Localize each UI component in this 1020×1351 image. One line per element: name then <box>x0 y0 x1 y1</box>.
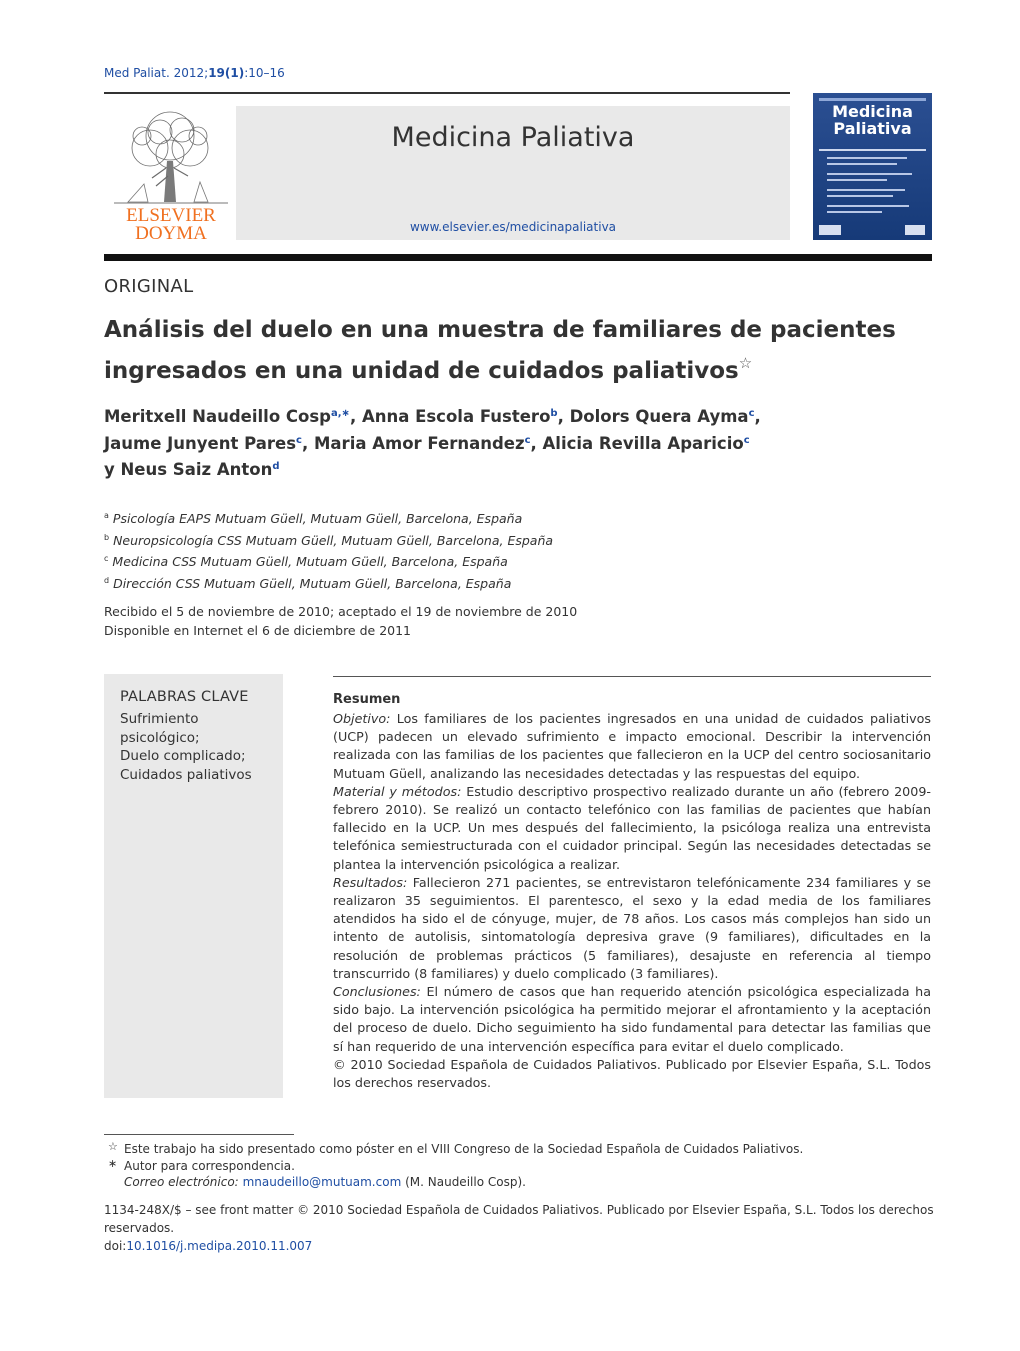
footnotes <box>108 1141 928 1191</box>
doi-label: doi: <box>104 1239 127 1253</box>
author-name: Maria Amor Fernandez <box>314 433 525 453</box>
author-separator: , <box>349 407 362 426</box>
doi-link[interactable]: 10.1016/j.medipa.2010.11.007 <box>126 1239 313 1253</box>
author-name: y Neus Saiz Anton <box>104 460 273 479</box>
tree-icon <box>104 106 238 240</box>
email-label: Correo electrónico: <box>124 1175 239 1189</box>
author-line-3 <box>104 455 904 482</box>
citation-journal: Med Paliat. <box>104 66 170 80</box>
author-name: Anna Escola Fustero <box>361 407 551 426</box>
abstract-section-label: Material y métodos: <box>333 783 462 799</box>
author-affiliation-link[interactable]: d <box>272 461 280 472</box>
footnote-text: Este trabajo ha sido presentado como póster en el VIII Congreso de la Sociedad Española de Cuidados Paliativos. <box>124 1142 804 1156</box>
author-name: Jaume Junyent Pares <box>104 433 297 453</box>
affiliation-item <box>104 550 904 572</box>
abstract-methods <box>333 783 931 874</box>
online-date: Disponible en Internet el 6 de diciembre de 2011 <box>104 623 412 638</box>
author-name: Dolors Quera Ayma <box>569 407 749 426</box>
abstract-results <box>333 874 931 983</box>
cover-title <box>813 103 932 137</box>
logo-text-doyma: DOYMA <box>135 223 207 240</box>
abstract-rule <box>333 676 931 677</box>
abstract-objective <box>333 710 931 783</box>
abstract-section-label: Conclusiones: <box>333 984 421 1000</box>
abstract-conclusions <box>333 983 931 1056</box>
article-title-text: Análisis del duelo en una muestra de familiares de pacientes ingresados en una unidad de cuidados paliativos <box>104 317 896 384</box>
affiliation-mark: b <box>104 532 110 542</box>
affiliation-list <box>104 507 904 593</box>
article-title <box>104 314 904 388</box>
author-affiliation-link[interactable]: c <box>748 408 755 419</box>
email-owner: (M. Naudeillo Cosp). <box>405 1175 526 1189</box>
affiliation-text: Neuropsicología CSS Mutuam Güell, Mutuam Güell, Barcelona, España <box>113 532 554 548</box>
author-affiliation-link[interactable]: a,∗ <box>331 408 350 419</box>
keywords-heading: PALABRAS CLAVE <box>120 689 249 705</box>
issn-line: 1134-248X/$ – see front matter © 2010 Sociedad Española de Cuidados Paliativos. Publicado por Elsevier España, S.L. Todos los derechos reservados. <box>104 1203 934 1235</box>
affiliation-item <box>104 507 904 529</box>
elsevier-logo <box>104 106 238 240</box>
article-footer <box>104 1201 944 1255</box>
citation-line[interactable] <box>104 66 285 80</box>
abstract-body <box>333 710 931 1092</box>
footnote-presentation <box>108 1141 928 1158</box>
author-separator: , <box>301 433 314 453</box>
email-link[interactable]: mnaudeillo@mutuam.com <box>242 1175 402 1189</box>
abstract-heading: Resumen <box>333 692 401 707</box>
footnote-text: Autor para correspondencia. <box>124 1158 295 1173</box>
affiliation-item <box>104 572 904 594</box>
author-separator: , <box>557 407 570 426</box>
citation-volume: 19 <box>208 66 225 80</box>
footnote-star-icon: ☆ <box>108 1140 118 1153</box>
author-name: Meritxell Naudeillo Cosp <box>104 407 331 426</box>
author-list <box>104 402 904 482</box>
author-affiliation-link[interactable]: b <box>550 408 558 419</box>
abstract-section-label: Objetivo: <box>333 711 391 726</box>
cover-title-line2: Paliativa <box>833 119 912 138</box>
affiliation-mark: a <box>104 511 109 520</box>
footnote-asterisk-icon: ∗ <box>108 1156 118 1170</box>
abstract-section-text: El número de casos que han requerido atención psicológica especializada ha sido bajo. La intervención psicológica ha permitido mejorar el afrontamiento y la aceptación del proceso de duelo. Dicho seguimiento ha sido fundamental para detectar las familias que sí han requerido de una intervención específica para evitar el duelo complicado. <box>333 984 931 1054</box>
cover-title-line1: Medicina <box>832 102 913 121</box>
journal-url-link[interactable]: www.elsevier.es/medicinapaliativa <box>409 220 617 234</box>
author-affiliation-link[interactable]: c <box>743 434 750 446</box>
title-footnote-star-icon[interactable]: ☆ <box>738 354 753 372</box>
logo-text-elsevier: ELSEVIER <box>126 205 216 226</box>
citation-pages: :10–16 <box>244 66 285 80</box>
affiliation-mark: d <box>104 575 110 585</box>
author-line-1 <box>104 402 904 429</box>
footnote-rule <box>104 1134 294 1135</box>
affiliation-text: Dirección CSS Mutuam Güell, Mutuam Güell, Barcelona, España <box>113 575 512 591</box>
keyword-item: Duelo complicado; <box>120 748 246 764</box>
citation-issue: (1) <box>224 66 245 80</box>
author-separator: , <box>754 407 761 426</box>
masthead-rule <box>104 254 932 261</box>
footnote-email <box>108 1174 928 1191</box>
keywords-list <box>120 710 280 784</box>
author-affiliation-link[interactable]: c <box>524 434 531 446</box>
abstract-section-text: Fallecieron 271 pacientes, se entrevistaron telefónicamente 234 familiares y se realizaron 35 seguimientos. El parentesco, el sexo y la edad media de los familiares atendidos ha sido el de cónyuge, mujer, de 78 años. Los casos más complejos han sido un intento de autolisis, sintomatología depresiva grave (9 familiares), dificultades en la resolución de problemas prácticos (5 familiares), desajuste en referencia al tiempo transcurrido (8 familiares) y duelo complicado (3 familiares). <box>333 874 931 981</box>
author-separator: , <box>530 433 543 453</box>
author-name: Alicia Revilla Aparicio <box>542 433 744 453</box>
article-dates <box>104 602 577 640</box>
citation-year: 2012; <box>173 66 209 80</box>
author-line-2 <box>104 429 904 456</box>
author-affiliation-link[interactable]: c <box>296 434 302 446</box>
abstract-section-text: Estudio descriptivo prospectivo realizado durante un año (febrero 2009-febrero 2010). Se realizó un contacto telefónico con las familias de pacientes que habían fallecido en la UCP. Un mes después del fallecimiento, la psicóloga realiza una entrevista telefónica semiestructurada con el cuidador principal. Según las necesidades detectadas se plantea la intervención psicológica a realizar. <box>333 783 931 872</box>
abstract-copyright: © 2010 Sociedad Española de Cuidados Paliativos. Publicado por Elsevier España, S.L. Todos los derechos reservados. <box>333 1056 931 1091</box>
keyword-item: Sufrimiento psicológico; <box>120 711 200 746</box>
affiliation-mark: c <box>104 554 109 563</box>
affiliation-text: Medicina CSS Mutuam Güell, Mutuam Güell, Barcelona, España <box>112 554 508 569</box>
journal-title: Medicina Paliativa <box>391 122 635 153</box>
received-date: Recibido el 5 de noviembre de 2010; aceptado el 19 de noviembre de 2010 <box>104 604 578 619</box>
doi-line <box>104 1237 944 1255</box>
abstract-section-label: Resultados: <box>333 874 408 890</box>
header-rule <box>104 92 790 94</box>
article-type: ORIGINAL <box>104 276 194 297</box>
affiliation-text: Psicología EAPS Mutuam Güell, Mutuam Güell, Barcelona, España <box>112 511 523 526</box>
affiliation-item <box>104 529 904 551</box>
abstract-section-text: Los familiares de los pacientes ingresados en una unidad de cuidados paliativos (UCP) padecen un elevado sufrimiento e impacto emocional. Describir la intervención realizada con las familias de los pacientes que fallecieron en la UCP del centro sociosanitario Mutuam Güell, analizando las necesidades detectadas y las respuestas del equipo. <box>333 711 931 781</box>
keyword-item: Cuidados paliativos <box>120 766 252 783</box>
footnote-correspondence <box>108 1158 928 1175</box>
